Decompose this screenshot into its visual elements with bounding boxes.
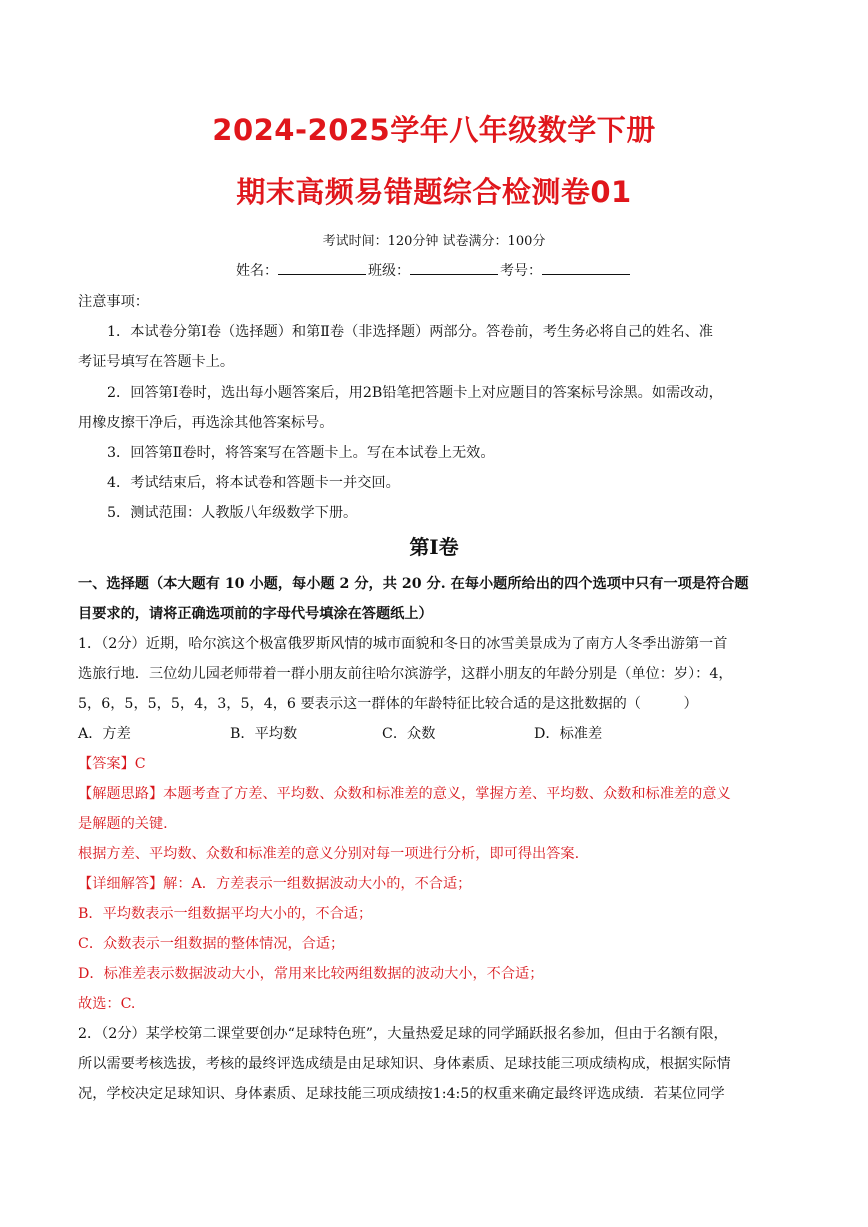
id-label: 考号： [500,263,542,279]
class-blank [410,260,498,275]
notice-heading: 注意事项： [78,294,149,310]
exam-info: 考试时间：120分钟 试卷满分：100分 [322,234,546,249]
name-label: 姓名： [236,263,278,279]
notice-item-5: 5．测试范围：人教版八年级数学下册。 [107,505,358,521]
q2-line2: 所以需要考核选拔，考核的最终评选成绩是由足球知识、身体素质、足球技能三项成绩构成，根据实际情 [78,1056,731,1072]
q1-analysis-a [78,783,731,803]
class-label: 班级： [368,263,410,279]
detail-label: 【详细解答】 [78,876,164,892]
notice-item-1b: 考证号填写在答题卡上。 [78,354,235,370]
id-blank [542,260,630,275]
q1-option-b: B．平均数 [230,726,298,742]
exam-title-line1: 2024-2025学年八年级数学下册 [212,113,656,147]
notice-item-1a: 1．本试卷分第Ⅰ卷（选择题）和第Ⅱ卷（非选择题）两部分。答卷前，考生务必将自己的姓名、准 [107,324,713,340]
q2-line1: 2．（2分）某学校第二课堂要创办“足球特色班”，大量热爱足球的同学踊跃报名参加，但由于名额有限， [78,1026,728,1042]
q1-option-c: C．众数 [382,726,436,742]
q1-line1: 1．（2分）近期，哈尔滨这个极富俄罗斯风情的城市面貌和冬日的冰雪美景成为了南方人冬季出游第一首 [78,636,728,652]
q1-line3: 5，6，5，5，5，4，3，5，4，6 要表示这一群体的年龄特征比较合适的是这批数据的（ ） [78,696,698,712]
q1-detail-b: B．平均数表示一组数据平均大小的，不合适； [78,906,373,922]
q1-detail-c: C．众数表示一组数据的整体情况，合适； [78,936,345,952]
name-blank [278,260,366,275]
analysis-text: 本题考查了方差、平均数、众数和标准差的意义，掌握方差、平均数、众数和标准差的意义 [163,786,731,802]
section-heading-a: 一、选择题（本大题有 10 小题，每小题 2 分，共 20 分. 在每小题所给出的四个选项中只有一项是符合题 [78,576,749,592]
section-title: 第Ⅰ卷 [409,535,459,559]
q1-answer: 【答案】C [78,756,146,772]
q1-detail-a [78,873,471,893]
notice-item-4: 4．考试结束后，将本试卷和答题卡一并交回。 [107,475,400,491]
notice-item-3: 3．回答第Ⅱ卷时，将答案写在答题卡上。写在本试卷上无效。 [107,445,495,461]
analysis-label: 【解题思路】 [78,786,164,802]
q1-detail-d: D．标准差表示数据波动大小，常用来比较两组数据的波动大小，不合适； [78,966,544,982]
notice-item-2a: 2．回答第Ⅰ卷时，选出每小题答案后，用2B铅笔把答题卡上对应题目的答案标号涂黑。如需改动， [107,385,723,401]
exam-title-line2: 期末高频易错题综合检测卷01 [236,175,632,209]
notice-item-2b: 用橡皮擦干净后，再选涂其他答案标号。 [78,415,334,431]
detail-text: 解：A．方差表示一组数据波动大小的，不合适； [163,876,472,892]
q1-analysis-c: 根据方差、平均数、众数和标准差的意义分别对每一项进行分析，即可得出答案. [78,846,580,862]
q1-option-a: A．方差 [78,726,131,742]
q1-line2: 选旅行地．三位幼儿园老师带着一群小朋友前往哈尔滨游学，这群小朋友的年龄分别是（单位：岁）：4， [78,666,733,682]
q2-line3: 况，学校决定足球知识、身体素质、足球技能三项成绩按1:4:5的权重来确定最终评选成绩．若某位同学 [78,1086,725,1102]
q1-option-d: D．标准差 [534,726,603,742]
student-info-row [0,260,868,280]
q1-analysis-b: 是解题的关键. [78,816,168,832]
q1-detail-e: 故选：C. [78,996,136,1012]
section-heading-b: 目要求的，请将正确选项前的字母代号填涂在答题纸上） [78,606,433,622]
